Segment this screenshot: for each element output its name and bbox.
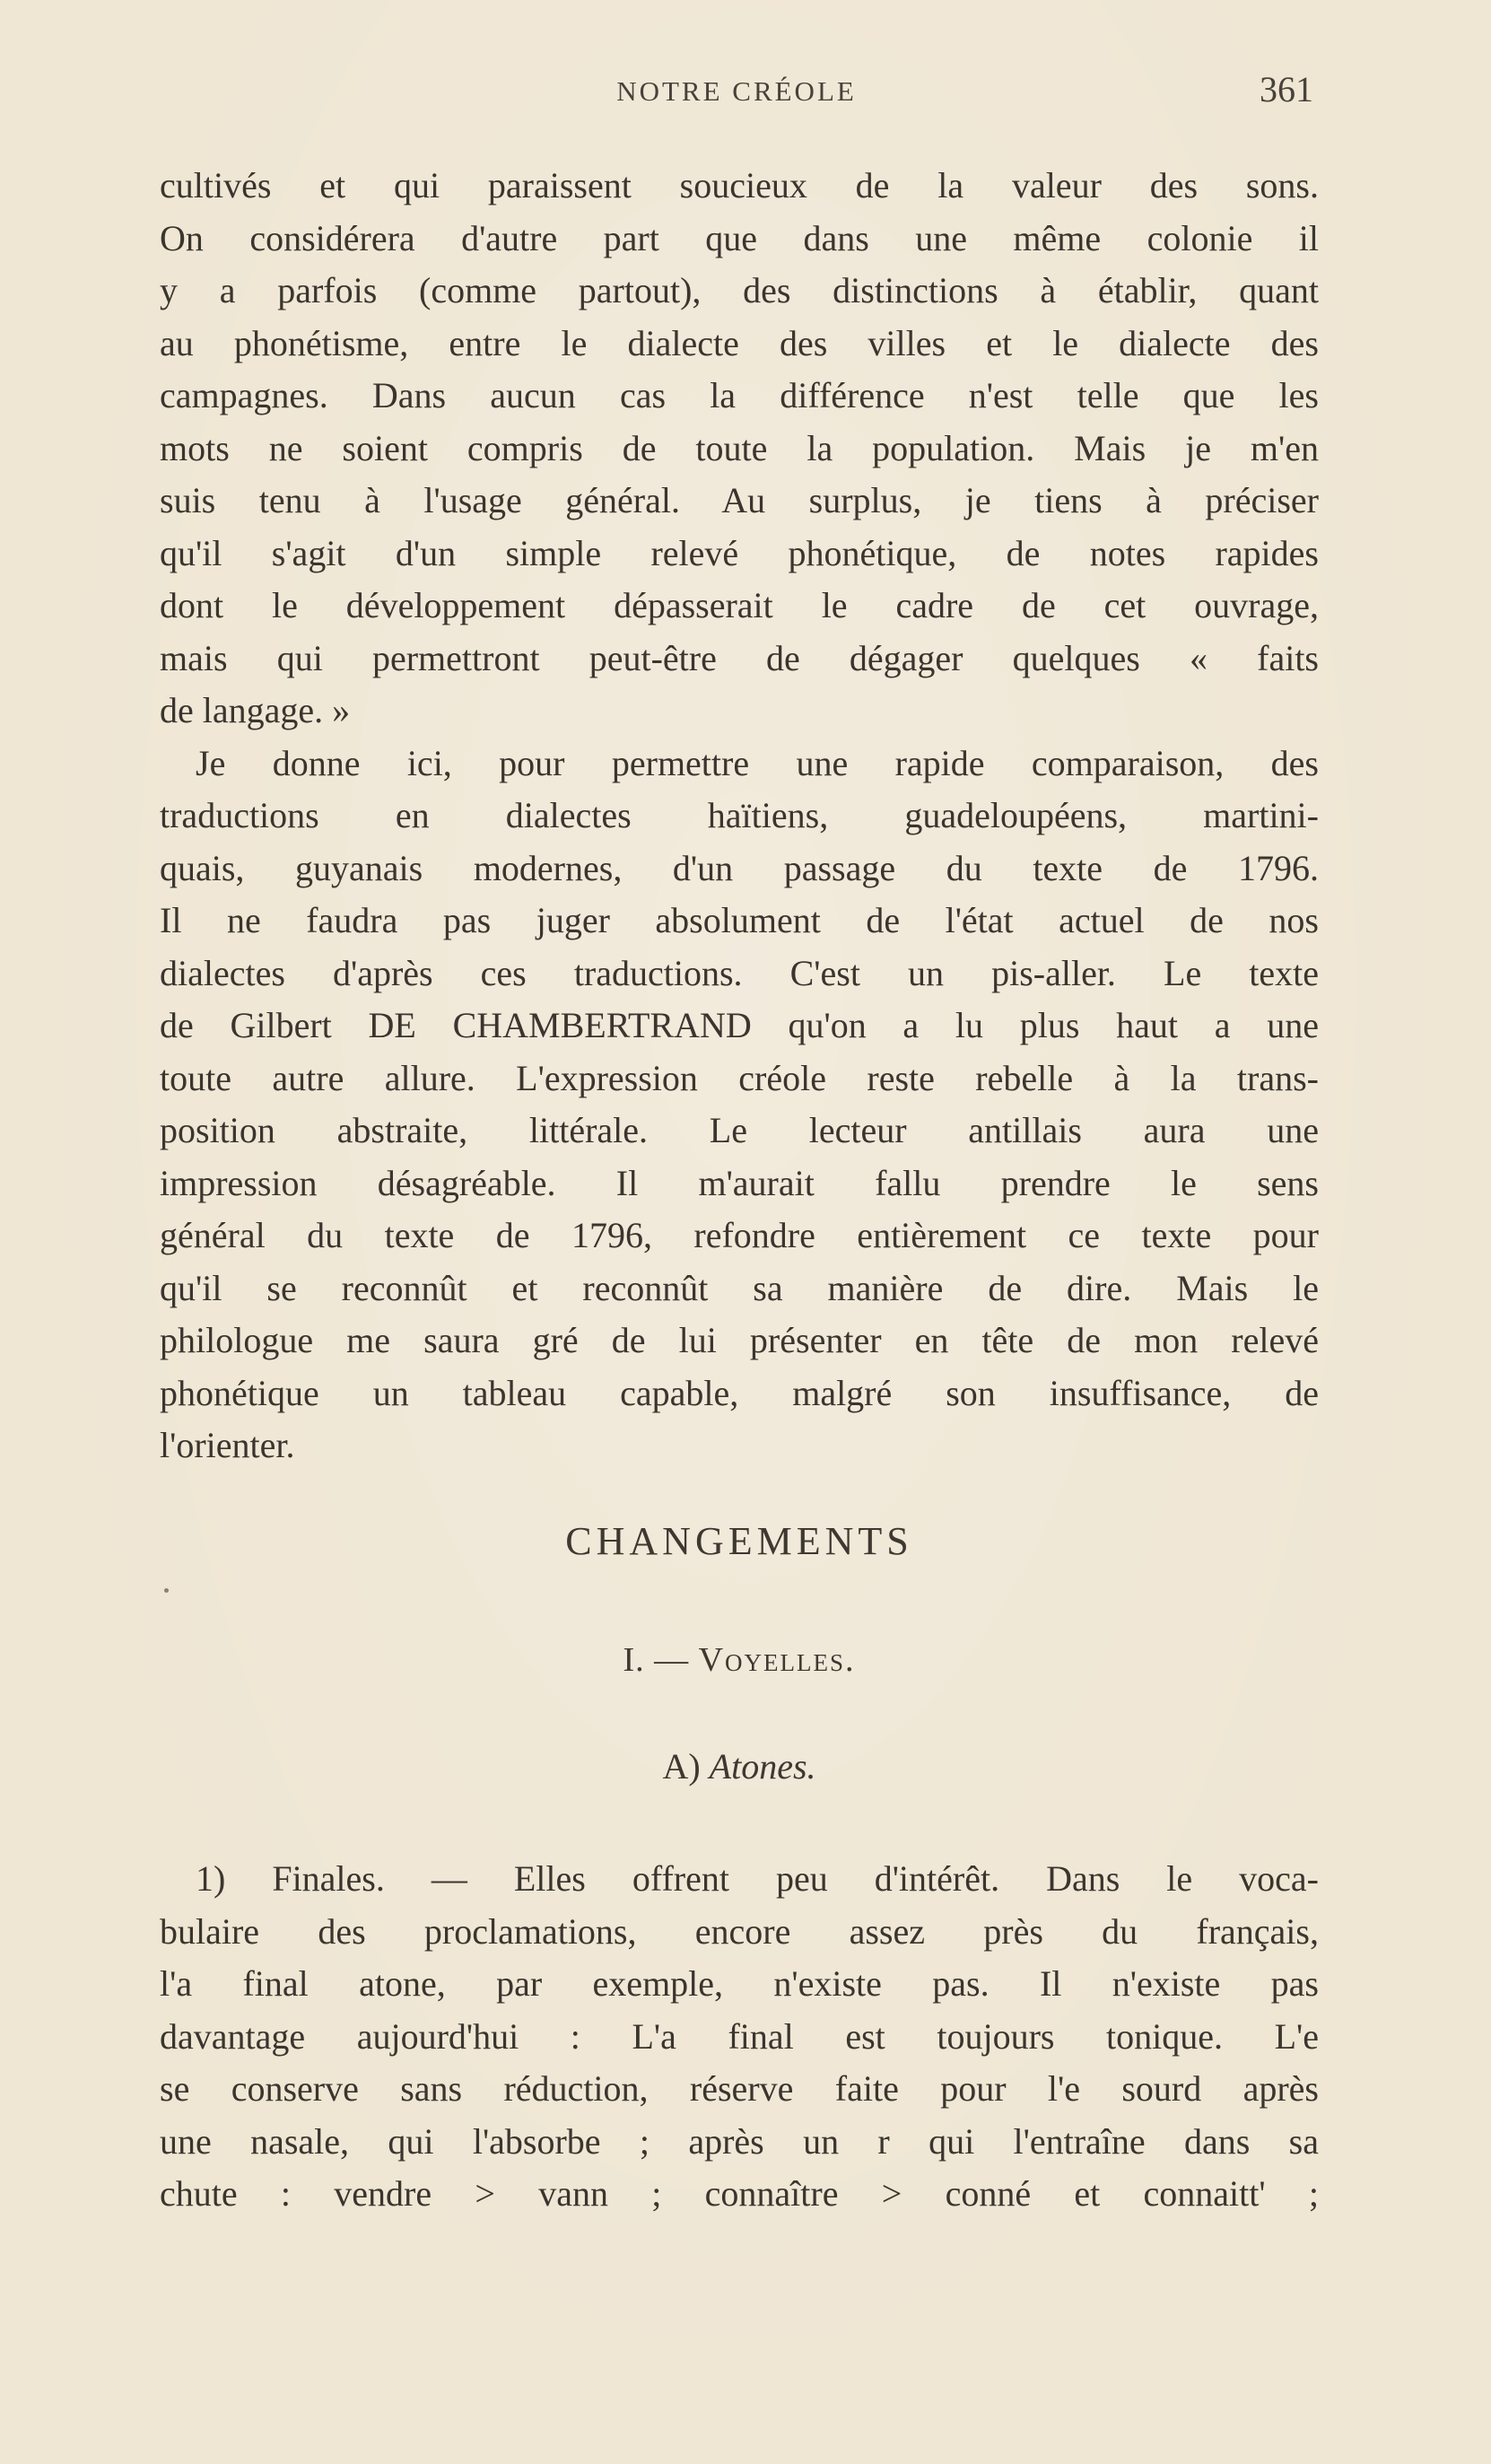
subsubsection-title: Atones. bbox=[709, 1746, 816, 1787]
running-title: NOTRE CRÉOLE bbox=[616, 75, 857, 107]
text-line: dialectes d'après ces traductions. C'est un pis-aller. Le texte bbox=[160, 952, 1319, 993]
text-line: impression désagréable. Il m'aurait fallu prendre le sens bbox=[160, 1162, 1319, 1203]
text-line: suis tenu à l'usage général. Au surplus, je tiens à préciser bbox=[160, 480, 1319, 520]
body-text-2 bbox=[160, 1853, 1319, 2221]
text-line: On considérera d'autre part que dans une même colonie il bbox=[160, 217, 1319, 258]
subsubsection-heading bbox=[160, 1745, 1319, 1787]
text-line: campagnes. Dans aucun cas la différence n'est telle que les bbox=[160, 375, 1319, 415]
text-line: davantage aujourd'hui : L'a final est toujours tonique. L'e bbox=[160, 2015, 1319, 2057]
text-line: mots ne soient compris de toute la population. Mais je m'en bbox=[160, 427, 1319, 468]
text-line: y a parfois (comme partout), des distinctions à établir, quant bbox=[160, 270, 1319, 310]
text-line: de langage. » bbox=[160, 690, 351, 730]
text-line: se conserve sans réduction, réserve faite pour l'e sourd après bbox=[160, 2068, 1319, 2109]
text-line: mais qui permettront peut-être de dégager quelques « faits bbox=[160, 637, 1319, 678]
subsection-number: I. — bbox=[623, 1641, 690, 1679]
text-line: l'a final atone, par exemple, n'existe pas. Il n'existe pas bbox=[160, 1963, 1319, 2004]
text-line: philologue me saura gré de lui présenter en tête de mon relevé bbox=[160, 1320, 1319, 1360]
text-line: cultivés et qui paraissent soucieux de la valeur des sons. bbox=[160, 165, 1319, 205]
page-number: 361 bbox=[1260, 69, 1313, 109]
text-line: quais, guyanais modernes, d'un passage du texte de 1796. bbox=[160, 847, 1319, 888]
text-line: de Gilbert DE CHAMBERTRAND qu'on a lu plus haut a une bbox=[160, 1005, 1319, 1045]
text-line: au phonétisme, entre le dialecte des villes et le dialecte des bbox=[160, 322, 1319, 363]
stray-mark bbox=[164, 1588, 169, 1593]
text-line: dont le développement dépasserait le cadre de cet ouvrage, bbox=[160, 585, 1319, 625]
text-line: position abstraite, littérale. Le lecteur antillais aura une bbox=[160, 1110, 1319, 1150]
text-line: phonétique un tableau capable, malgré son insuffisance, de bbox=[160, 1372, 1319, 1413]
text-line: Il ne faudra pas juger absolument de l'état actuel de nos bbox=[160, 900, 1319, 940]
text-line: qu'il se reconnût et reconnût sa manière de dire. Mais le bbox=[160, 1267, 1319, 1308]
running-head bbox=[160, 68, 1313, 122]
section-heading: CHANGEMENTS bbox=[565, 1519, 913, 1563]
text-line: chute : vendre > vann ; connaître > conné et connaitt' ; bbox=[160, 2173, 1319, 2214]
text-line: général du texte de 1796, refondre entièrement ce texte pour bbox=[160, 1215, 1319, 1255]
text-line: Je donne ici, pour permettre une rapide comparaison, des bbox=[196, 742, 1319, 783]
body-text bbox=[160, 160, 1319, 1472]
text-line: bulaire des proclamations, encore assez près du français, bbox=[160, 1910, 1319, 1952]
text-line: l'orienter. bbox=[160, 1425, 295, 1465]
text-line: 1) Finales. — Elles offrent peu d'intérêt. Dans le voca- bbox=[196, 1858, 1319, 1899]
subsection-title: Voyelles. bbox=[698, 1641, 856, 1679]
subsubsection-label: A) bbox=[662, 1746, 701, 1787]
text-line: traductions en dialectes haïtiens, guadeloupéens, martini- bbox=[160, 795, 1319, 835]
subsection-heading bbox=[160, 1640, 1319, 1680]
text-line: une nasale, qui l'absorbe ; après un r qui l'entraîne dans sa bbox=[160, 2120, 1319, 2162]
text-line: toute autre allure. L'expression créole reste rebelle à la trans- bbox=[160, 1057, 1319, 1098]
text-line: qu'il s'agit d'un simple relevé phonétique, de notes rapides bbox=[160, 532, 1319, 573]
